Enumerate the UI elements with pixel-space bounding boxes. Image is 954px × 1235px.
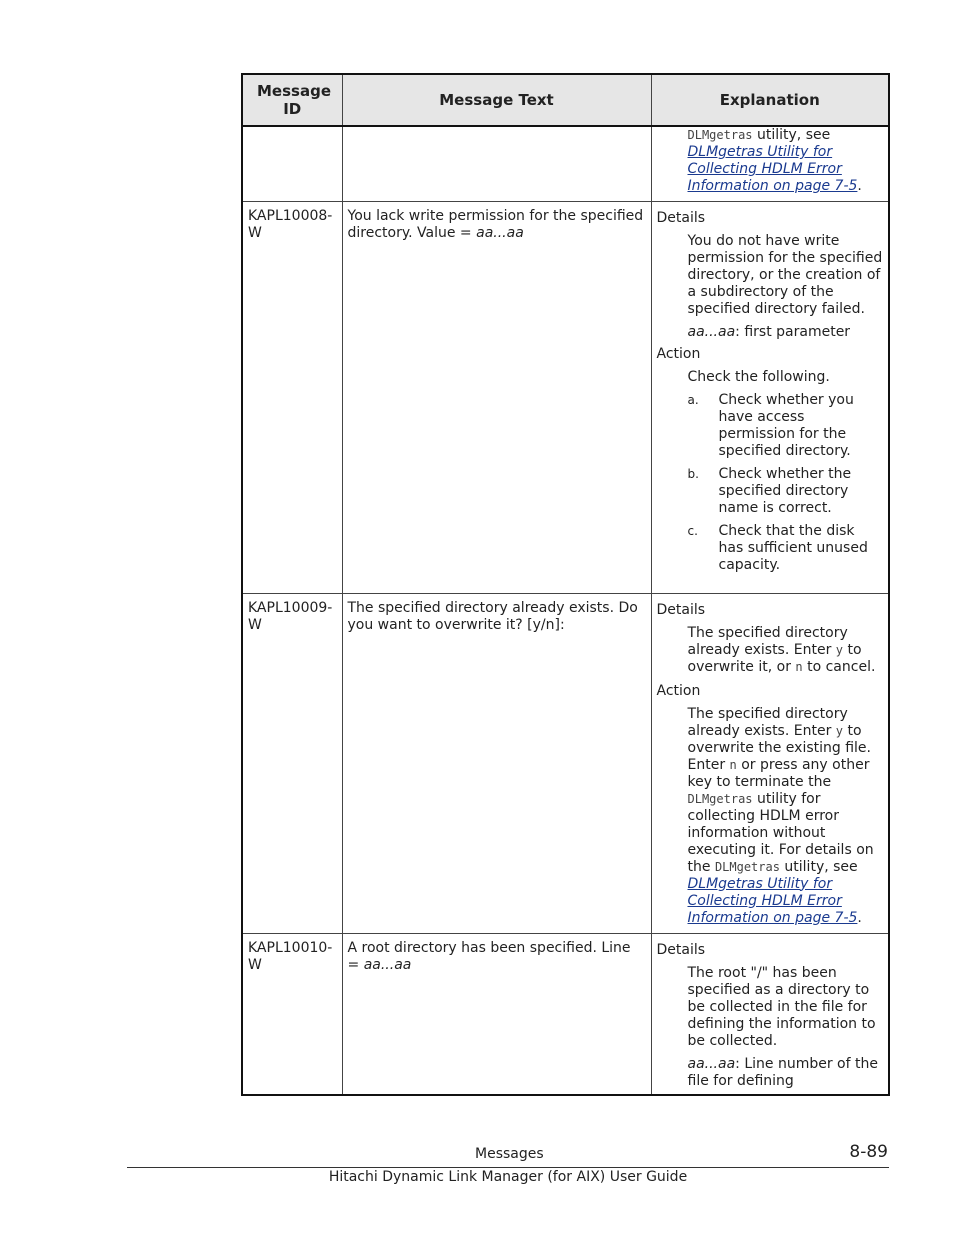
param-variable: aa...aa bbox=[687, 323, 736, 340]
details-text: The specified directory already exists. Enter y to overwrite it, or n to cancel. bbox=[687, 624, 876, 675]
details-label: Details bbox=[656, 941, 706, 958]
utility-name: DLMgetras bbox=[687, 791, 753, 806]
table-row bbox=[242, 593, 889, 933]
list-item-text: Check that the disk has sufficient unused capacity. bbox=[718, 522, 868, 573]
list-marker: a. bbox=[687, 392, 699, 407]
details-text: The root "/" has been specified as a directory to be collected in the file for defining the information to be collected. bbox=[687, 964, 876, 1049]
list-marker: b. bbox=[687, 466, 699, 481]
footer-document-title: Hitachi Dynamic Link Manager (for AIX) User Guide bbox=[328, 1169, 688, 1185]
message-text: A root directory has been specified. Line = aa...aa bbox=[342, 933, 651, 1095]
list-item-text: Check whether the specified directory name is correct. bbox=[718, 465, 852, 516]
cell-id-empty bbox=[242, 126, 342, 201]
details-label: Details bbox=[656, 601, 706, 618]
footer-section-name: Messages bbox=[475, 1146, 544, 1162]
details-text: You do not have write permission for the specified directory, or the creation of a subdirectory of the specified directory failed. bbox=[687, 232, 883, 317]
list-item bbox=[688, 523, 884, 574]
page-number: 8-89 bbox=[849, 1142, 888, 1162]
action-text: The specified directory already exists. Enter y to overwrite the existing file. Enter n or press any other key to terminate the DLMgetras utility for collecting HDLM error information without executing it. For details on the DLMgetras utility, see DLMgetras Utility for Collecting HDLM Error Information on page 7-5. bbox=[687, 705, 874, 926]
explanation bbox=[651, 593, 889, 933]
cell-text-empty bbox=[342, 126, 651, 201]
action-text: Check the following. bbox=[687, 368, 830, 385]
footer-divider bbox=[127, 1167, 889, 1168]
cross-reference-link[interactable]: DLMgetras Utility for Collecting HDLM Error Information on page 7-5 bbox=[687, 144, 858, 194]
param-description: : Line number of the file for defining bbox=[687, 1055, 878, 1089]
param-variable: aa...aa bbox=[687, 1055, 736, 1072]
explanation bbox=[651, 933, 889, 1095]
message-id: KAPL10009-W bbox=[242, 593, 342, 933]
list-item-text: Check whether you have access permission for the specified directory. bbox=[718, 391, 854, 459]
message-id: KAPL10008-W bbox=[242, 201, 342, 593]
header-message-text: Message Text bbox=[342, 74, 651, 126]
table-row bbox=[242, 201, 889, 593]
utility-name: DLMgetras bbox=[714, 859, 780, 874]
message-id: KAPL10010-W bbox=[242, 933, 342, 1095]
table-row-continued bbox=[242, 126, 889, 201]
messages-table bbox=[241, 73, 890, 1096]
header-message-id: Message ID bbox=[242, 74, 342, 126]
message-text: The specified directory already exists. Do you want to overwrite it? [y/n]: bbox=[342, 593, 651, 933]
utility-name: DLMgetras bbox=[687, 128, 753, 142]
message-text: You lack write permission for the specified directory. Value = aa...aa bbox=[342, 201, 651, 593]
list-item bbox=[688, 466, 884, 517]
header-explanation: Explanation bbox=[651, 74, 889, 126]
details-label: Details bbox=[656, 209, 706, 226]
action-label: Action bbox=[656, 345, 701, 362]
param-description: : first parameter bbox=[735, 323, 851, 340]
table-header-row bbox=[242, 74, 889, 126]
table-row bbox=[242, 933, 889, 1095]
cell-explanation-continued: DLMgetras utility, see DLMgetras Utility for Collecting HDLM Error Information on page 7-5. bbox=[651, 126, 889, 201]
variable-text: aa...aa bbox=[476, 224, 524, 241]
cross-reference-link[interactable]: DLMgetras Utility for Collecting HDLM Error Information on page 7-5 bbox=[687, 875, 858, 926]
list-marker: c. bbox=[687, 523, 698, 538]
list-item bbox=[688, 392, 884, 460]
variable-text: aa...aa bbox=[363, 956, 412, 973]
action-label: Action bbox=[656, 682, 701, 699]
explanation bbox=[651, 201, 889, 593]
